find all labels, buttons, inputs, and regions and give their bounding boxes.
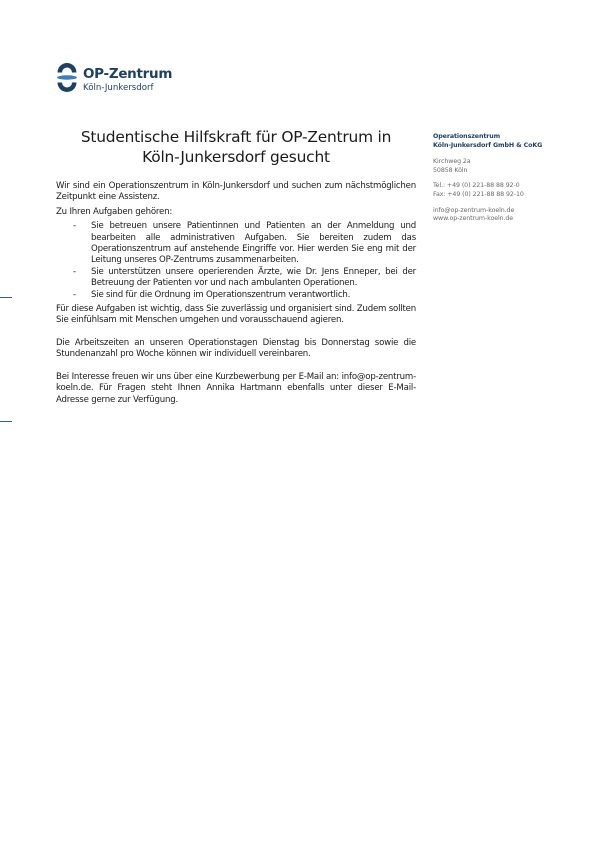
online-contact (433, 207, 553, 224)
postal-address (433, 158, 553, 175)
logo-subtitle: Köln-Junkersdorf (83, 83, 154, 93)
headline-line-1: Studentische Hilfskraft für OP-Zentrum in (80, 128, 392, 146)
task-item (56, 290, 416, 301)
email-link[interactable]: info@op-zentrum-koeln.de (433, 206, 515, 214)
fold-mark-bottom (0, 421, 12, 422)
schedule-paragraph: Die Arbeitszeiten an unseren Operationstagen Dienstag bis Donnerstag sowie die Stundenanzahl pro Woche können wir individuell vereinbaren. (56, 337, 416, 360)
city: 50858 Köln (433, 166, 468, 174)
phone-block (433, 182, 553, 199)
task-item (56, 267, 416, 290)
fax: Fax: +49 (0) 221-88 88 92-10 (433, 190, 524, 198)
company-name-line-2: Köln-Junkersdorf GmbH & CoKG (433, 141, 543, 149)
headline-line-2: Köln-Junkersdorf gesucht (142, 148, 330, 166)
bullet-dash: - (73, 221, 76, 232)
task-text: Sie betreuen unsere Patientinnen und Patienten an der Anmeldung und bearbeiten alle administrativen Aufgaben. Sie bereiten zudem das Operationszentrum auf anstehende Eingriffe vor. Hier werden Sie eng mit der Leitung unseres OP-Zentrums zusammenarbeiten. (91, 221, 416, 266)
logo-title: OP-Zentrum (83, 66, 173, 82)
task-text: Sie unterstützen unsere operierenden Ärzte, wie Dr. Jens Enneper, bei der Betreuung der Patienten vor und nach ambulanten Operationen. (91, 266, 416, 289)
task-text: Sie sind für die Ordnung im Operationszentrum verantwortlich. (91, 289, 351, 300)
bullet-dash: - (73, 266, 76, 277)
tasks-label: Zu Ihren Aufgaben gehören: (56, 206, 173, 217)
company-name-line-1: Operationszentrum (433, 133, 501, 140)
requirements-paragraph: Für diese Aufgaben ist wichtig, dass Sie zuverlässig und organisiert sind. Zudem sollten Sie einfühlsam mit Menschen umgehen und vorausschauend agieren. (56, 304, 416, 326)
main-content (56, 127, 416, 406)
street: Kirchweg 2a (433, 158, 471, 166)
company-logo (56, 61, 186, 99)
company-sidebar (433, 133, 553, 231)
company-name (433, 133, 553, 150)
telephone: Tel.: +49 (0) 221-88 88 92-0 (433, 182, 520, 190)
logo-mark-icon (56, 61, 78, 94)
website-link[interactable]: www.op-zentrum-koeln.de (433, 215, 514, 223)
tasks-list (56, 221, 416, 301)
task-item (56, 221, 416, 267)
bullet-dash: - (73, 289, 76, 300)
fold-mark-top (0, 297, 12, 298)
intro-paragraph: Wir sind ein Operationszentrum in Köln-Junkersdorf und suchen zum nächstmöglichen Zeitpunkt eine Assistenz. (56, 181, 416, 203)
contact-paragraph: Bei Interesse freuen wir uns über eine Kurzbewerbung per E-Mail an: info@op-zentrum-koeln.de. Für Fragen steht Ihnen Annika Hartmann ebenfalls unter dieser E-Mail-Adresse gerne zur Verfügung. (56, 371, 416, 405)
job-headline (56, 127, 416, 167)
